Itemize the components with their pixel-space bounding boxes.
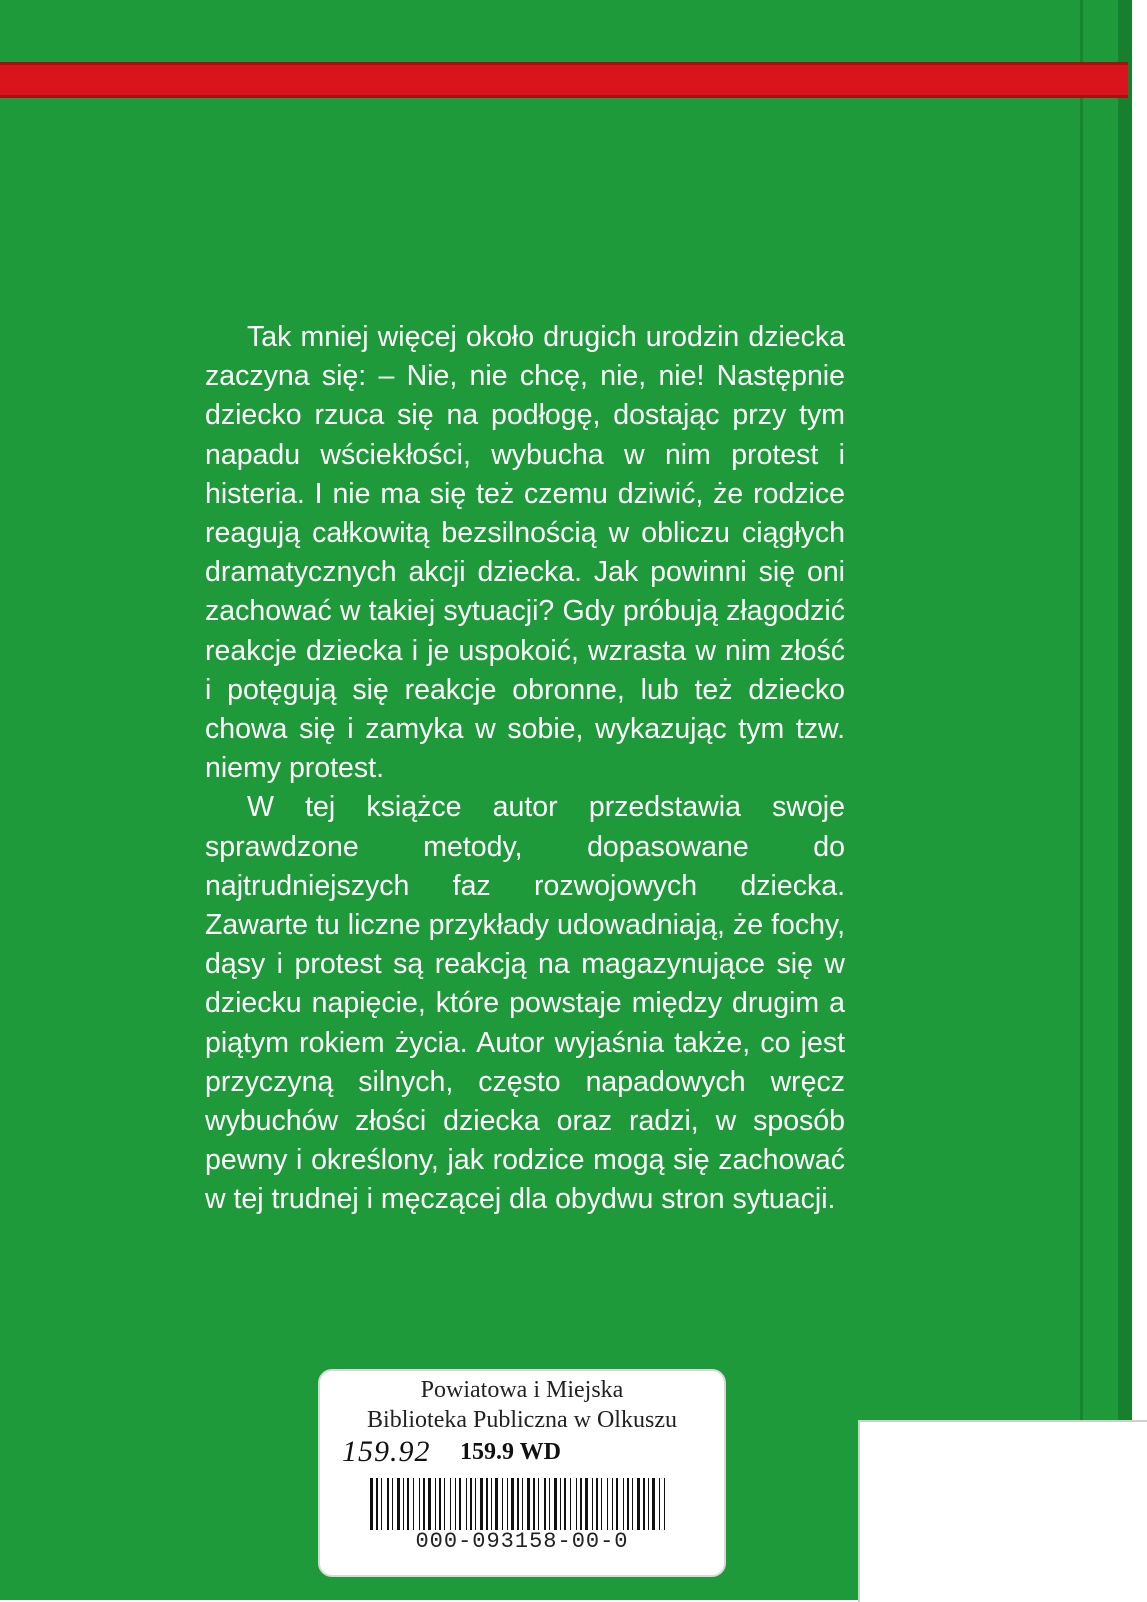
- barcode-number: 000-093158-00-0: [415, 1529, 629, 1554]
- blank-sticker: [858, 1420, 1147, 1602]
- cover-edge: [1118, 0, 1132, 1600]
- blurb-paragraph-2: W tej książce autor przedstawia swoje sprawdzone metody, dopasowane do najtrudniejszych faz rozwojowych dziecka. Zawarte tu liczne przykłady udowadniają, że fochy, dąsy i protest są reakcją na magazynujące się w dziecku napięcie, które powstaje między drugim a piątym rokiem życia. Autor wyjaśnia także, co jest przyczyną silnych, często napadowych wręcz wybuchów złości dziecka oraz radzi, w sposób pewny i określony, jak rodzice mogą się zachować w tej trudnej i męczącej dla obydwu stron sytuacji.: [205, 791, 845, 1216]
- barcode: [370, 1478, 666, 1530]
- red-decorative-band: [0, 62, 1128, 98]
- blurb-paragraph-1: Tak mniej więcej około drugich urodzin dziecka zaczyna się: – Nie, nie chcę, nie, nie! Następnie dziecko rzuca się na podłogę, dostając przy tym napadu wściekłości, wybucha w nim protest i histeria. I nie ma się też czemu dziwić, że rodzice reagują całkowitą bezsilnością w obliczu ciągłych dramatycznych akcji dziecka. Jak powinni się oni zachować w takiej sytuacji? Gdy próbują złagodzić reakcje dziecka i je uspokoić, wzrasta w nim złość i potęgują się reakcje obronne, lub też dziecko chowa się i zamyka w sobie, wykazując tym tzw. niemy protest.: [205, 321, 845, 785]
- library-name-line1: Powiatowa i Miejska: [420, 1377, 624, 1403]
- spine-crease: [1080, 0, 1083, 1600]
- handwritten-call-number: 159.92: [342, 1435, 431, 1468]
- shelfmark: 159.9 WD: [460, 1439, 561, 1465]
- library-name-line2: Biblioteka Publiczna w Olkuszu: [367, 1407, 677, 1433]
- library-label: [318, 1369, 726, 1577]
- back-cover-blurb: [205, 318, 845, 1220]
